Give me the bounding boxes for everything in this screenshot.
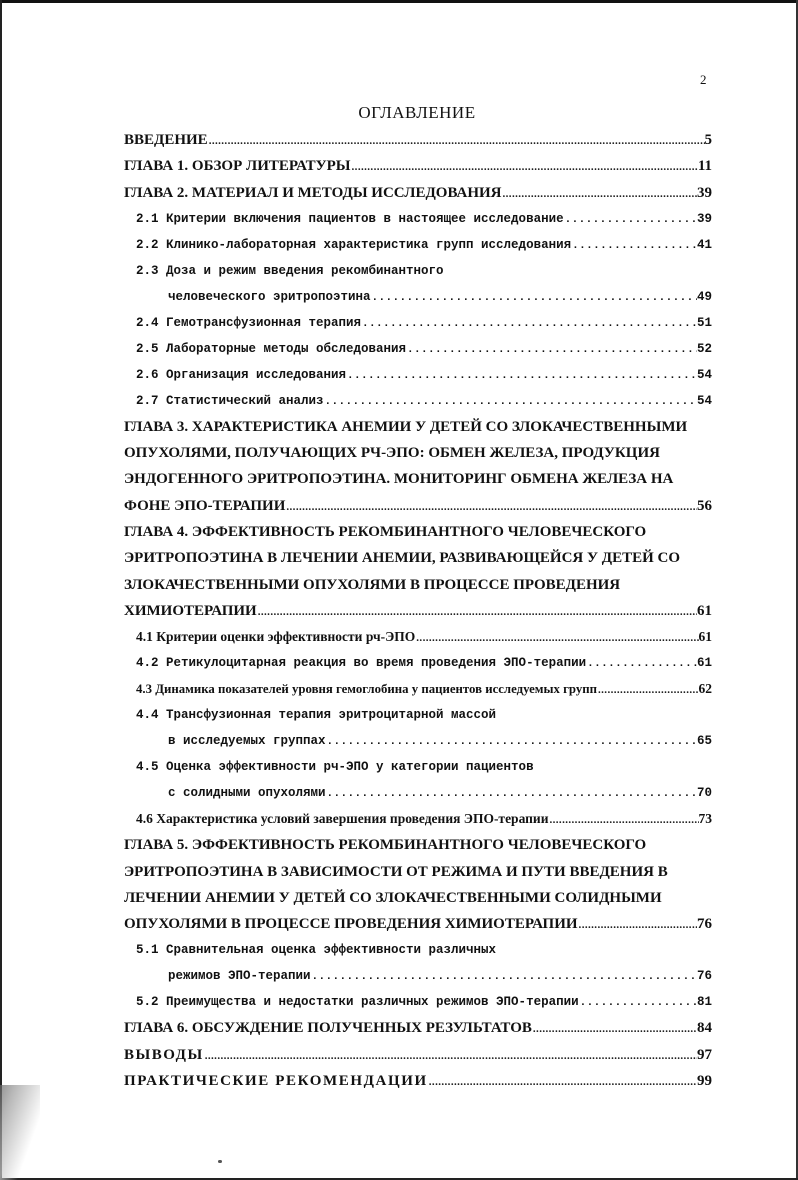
toc-page-number: 84 [697,1020,712,1037]
toc-entry-title-continued: ХИМИОТЕРАПИИ [124,602,257,619]
toc-entry-section-2-7[interactable] [124,388,712,414]
toc-entry-introduction[interactable] [124,127,712,153]
dot-leader [532,1016,697,1042]
toc-entry-title: 4.3 Динамика показателей уровня гемоглобина у пациентов исследуемых групп [136,682,597,697]
toc-entry-chapter-6[interactable] [124,1015,712,1041]
toc-entry-title-continued: ФОНЕ ЭПО-ТЕРАПИИ [124,497,286,514]
toc-entry-section-5-2[interactable] [124,989,712,1015]
dot-leader [406,337,697,363]
dot-leader [571,233,697,259]
toc-page-number: 39 [697,184,712,201]
dot-leader [351,154,698,180]
toc-page-number: 70 [696,786,712,801]
toc-entry-section-4-3[interactable] [124,676,712,702]
toc-entry-title: ГЛАВА 5. ЭФФЕКТИВНОСТЬ РЕКОМБИНАНТНОГО ЧЕЛОВЕЧЕСКОГО [124,837,647,854]
toc-page-number: 65 [696,734,712,749]
toc-page-number: 61 [697,602,712,619]
dot-leader [579,990,697,1016]
toc-entry-title: ВВЕДЕНИЕ [124,132,208,148]
toc-page-number: 39 [696,211,712,226]
toc-entry-title-continued: ЭРИТРОПОЭТИНА В ЗАВИСИМОСТИ ОТ РЕЖИМА И ПУТИ ВВЕДЕНИЯ В [124,863,668,880]
toc-entry-title: 2.3 Доза и режим введения рекомбинантного [136,263,444,278]
toc-entry-conclusions[interactable] [124,1042,712,1068]
dot-leader [285,494,697,520]
toc-entry-section-4-2[interactable] [124,650,712,676]
toc-entry-practical-recommendations[interactable] [124,1068,712,1094]
toc-entry-title: ГЛАВА 1. ОБЗОР ЛИТЕРАТУРЫ [124,158,351,175]
toc-entry-title: 4.5 Оценка эффективности рч-ЭПО у категории пациентов [136,760,534,775]
toc-entry-title: 2.7 Статистический анализ [136,393,324,408]
toc-title: ОГЛАВЛЕНИЕ [358,103,476,122]
scan-speck [218,1160,222,1163]
dot-leader [371,285,697,311]
scan-border-left [0,0,2,1180]
toc-page-number: 49 [696,289,712,304]
dot-leader [415,625,698,651]
toc-entry-section-2-5[interactable] [124,336,712,362]
dot-leader [502,181,698,207]
toc-entry-section-4-6[interactable] [124,806,712,832]
toc-entry-title-continued: ЗЛОКАЧЕСТВЕННЫМИ ОПУХОЛЯМИ В ПРОЦЕССЕ ПРОВЕДЕНИЯ [124,576,621,593]
toc-entry-chapter-4[interactable] [124,519,712,624]
toc-page-number: 61 [698,629,712,645]
toc-entry-section-2-6[interactable] [124,362,712,388]
toc-entry-chapter-3[interactable] [124,414,712,519]
toc-entry-title-continued: ЭРИТРОПОЭТИНА В ЛЕЧЕНИИ АНЕМИИ, РАЗВИВАЮЩЕЙСЯ У ДЕТЕЙ СО [124,550,681,567]
toc-entry-title: ПРАКТИЧЕСКИЕ РЕКОМЕНДАЦИИ [124,1073,428,1090]
page-number: 2 [700,72,707,87]
toc-page-number: 76 [696,969,712,984]
toc-entry-title-continued: ЭНДОГЕННОГО ЭРИТРОПОЭТИНА. МОНИТОРИНГ ОБМЕНА ЖЕЛЕЗА НА [124,471,674,488]
toc-page-number: 56 [697,497,712,514]
dot-leader [586,651,697,677]
toc-entry-title: 2.4 Гемотрансфузионная терапия [136,315,362,330]
toc-page-number: 52 [696,341,712,356]
dot-leader [361,311,697,337]
scan-border-top [0,0,798,3]
dot-leader [204,1043,697,1069]
toc-entry-chapter-5[interactable] [124,832,712,937]
toc-entry-section-4-5[interactable] [124,754,712,806]
toc-entry-title-continued: в исследуемых группах [168,734,326,749]
toc-page-number: 61 [696,656,712,671]
toc-entry-title: ГЛАВА 3. ХАРАКТЕРИСТИКА АНЕМИИ У ДЕТЕЙ СО ЗЛОКАЧЕСТВЕННЫМИ [124,418,688,435]
toc-entry-section-2-3[interactable] [124,258,712,310]
toc-entry-title: ГЛАВА 2. МАТЕРИАЛ И МЕТОДЫ ИССЛЕДОВАНИЯ [124,184,502,201]
toc-entry-title: 4.6 Характеристика условий завершения проведения ЭПО-терапии [136,811,549,827]
toc-entry-title: ГЛАВА 4. ЭФФЕКТИВНОСТЬ РЕКОМБИНАНТНОГО ЧЕЛОВЕЧЕСКОГО [124,524,647,541]
toc-page-number: 5 [704,132,712,148]
toc-entry-section-4-4[interactable] [124,702,712,754]
dot-leader [208,128,705,154]
toc-page-number: 54 [696,367,712,382]
toc-entry-title: ГЛАВА 6. ОБСУЖДЕНИЕ ПОЛУЧЕННЫХ РЕЗУЛЬТАТОВ [124,1020,532,1037]
toc-entry-title: 2.1 Критерии включения пациентов в настоящее исследование [136,211,564,226]
toc-entry-title: 2.6 Организация исследования [136,367,347,382]
toc-page-number: 51 [696,315,712,330]
dot-leader [428,1069,697,1095]
toc-entry-title: ВЫВОДЫ [124,1046,204,1063]
dot-leader [326,781,697,807]
toc-page-number: 11 [697,158,712,175]
toc-entry-title-continued: ОПУХОЛЯМИ В ПРОЦЕССЕ ПРОВЕДЕНИЯ ХИМИОТЕРАПИИ [124,916,578,933]
toc-entry-title: 5.1 Сравнительная оценка эффективности различных [136,943,497,958]
dot-leader [311,964,697,990]
dot-leader [326,729,697,755]
dot-leader [597,677,699,703]
dot-leader [346,363,697,389]
toc-entry-title: 4.1 Критерии оценки эффективности рч-ЭПО [136,629,416,645]
toc-page-number: 81 [696,995,712,1010]
toc-entry-section-5-1[interactable] [124,937,712,989]
toc-page-number: 73 [698,811,712,827]
toc-entry-section-2-2[interactable] [124,232,712,258]
dot-leader [578,912,697,938]
toc-page-number: 62 [698,681,712,697]
toc-entry-title: 4.2 Ретикулоцитарная реакция во время проведения ЭПО-терапии [136,656,587,671]
toc-page-number: 97 [697,1046,712,1063]
toc-entry-title-continued: ЛЕЧЕНИИ АНЕМИИ У ДЕТЕЙ СО ЗЛОКАЧЕСТВЕННЫМИ СОЛИДНЫМИ [124,889,662,906]
table-of-contents [124,127,712,1094]
toc-entry-title: 5.2 Преимущества и недостатки различных режимов ЭПО-терапии [136,995,579,1010]
toc-entry-title: 2.5 Лабораторные методы обследования [136,341,407,356]
toc-entry-title: 2.2 Клинико-лабораторная характеристика групп исследования [136,237,572,252]
dot-leader [257,599,697,625]
scan-shadow [0,1085,40,1180]
dot-leader [548,807,698,833]
toc-entry-title-continued: с солидными опухолями [168,786,326,801]
toc-entry-section-2-4[interactable] [124,310,712,336]
dot-leader [324,389,697,415]
toc-entry-chapter-1[interactable] [124,153,712,179]
toc-page-number: 41 [696,237,712,252]
toc-entry-section-2-1[interactable] [124,206,712,232]
toc-page-number: 99 [697,1073,712,1090]
toc-entry-title-continued: человеческого эритропоэтина [168,289,371,304]
toc-entry-title-continued: ОПУХОЛЯМИ, ПОЛУЧАЮЩИХ РЧ-ЭПО: ОБМЕН ЖЕЛЕЗА, ПРОДУКЦИЯ [124,445,660,462]
toc-entry-section-4-1[interactable] [124,624,712,650]
toc-entry-title: 4.4 Трансфузионная терапия эритроцитарной массой [136,708,497,723]
toc-page-number: 54 [696,393,712,408]
toc-entry-chapter-2[interactable] [124,180,712,206]
toc-page-number: 76 [697,916,712,933]
dot-leader [564,207,697,233]
toc-entry-title-continued: режимов ЭПО-терапии [168,969,311,984]
